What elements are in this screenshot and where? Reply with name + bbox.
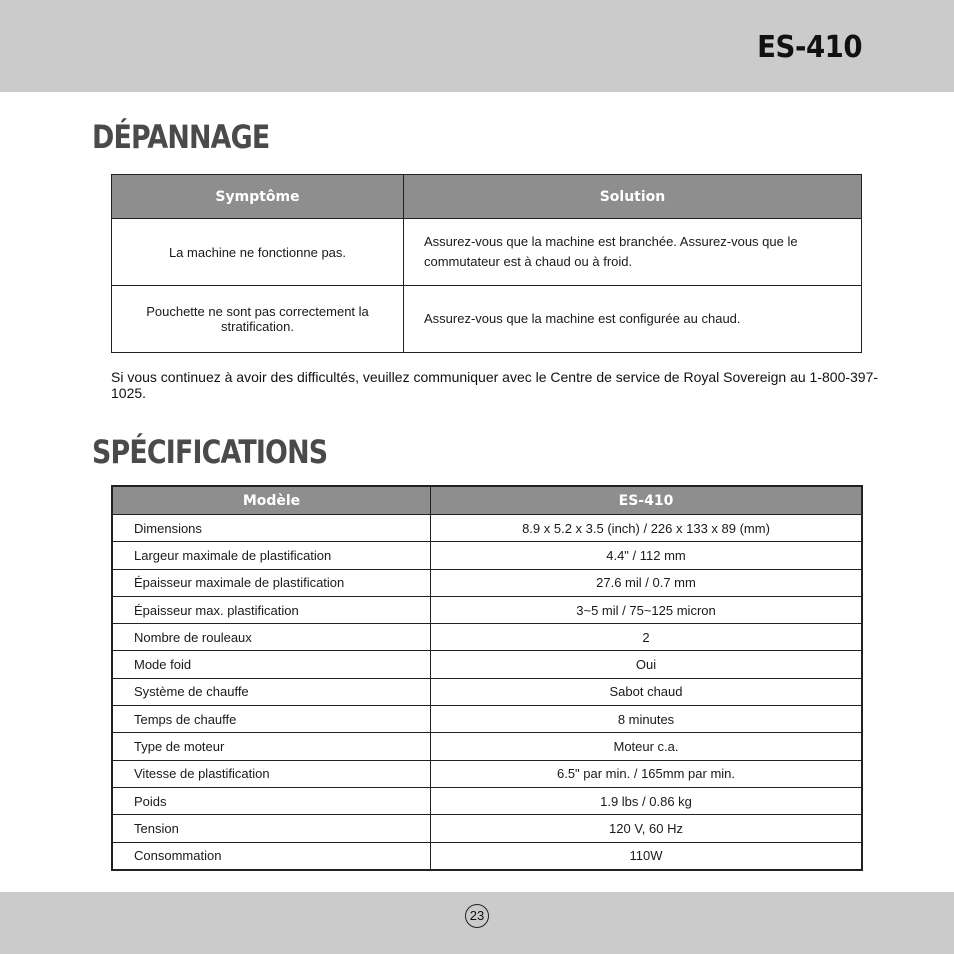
contact-note: Si vous continuez à avoir des difficultés, veuillez communiquer avec le Centre de service de Royal Sovereign au 1-800-397-1025. [111, 369, 879, 401]
spec-label: Nombre de rouleaux [112, 624, 431, 651]
spec-value: 2 [431, 624, 863, 651]
spec-value: 8 minutes [431, 706, 863, 733]
table-row [112, 569, 862, 596]
column-header-symptom: Symptôme [112, 175, 404, 219]
spec-value: 8.9 x 5.2 x 3.5 (inch) / 226 x 133 x 89 (mm) [431, 515, 863, 542]
table-row [112, 760, 862, 787]
spec-value: 4.4" / 112 mm [431, 542, 863, 569]
spec-label: Largeur maximale de plastification [112, 542, 431, 569]
spec-label: Poids [112, 787, 431, 814]
model-title: ES-410 [756, 30, 862, 65]
table-row [112, 515, 862, 542]
spec-label: Mode foid [112, 651, 431, 678]
table-row [112, 542, 862, 569]
table-row [112, 706, 862, 733]
troubleshooting-title: DÉPANNAGE [92, 118, 270, 156]
column-header-solution: Solution [404, 175, 862, 219]
spec-value: 120 V, 60 Hz [431, 815, 863, 842]
spec-label: Épaisseur maximale de plastification [112, 569, 431, 596]
table-row [112, 624, 862, 651]
spec-value: 110W [431, 842, 863, 870]
page-number: 23 [465, 904, 489, 928]
spec-value: 27.6 mil / 0.7 mm [431, 569, 863, 596]
table-row [112, 815, 862, 842]
spec-label: Système de chauffe [112, 678, 431, 705]
table-row [112, 219, 862, 286]
solution-cell: Assurez-vous que la machine est branchée. Assurez-vous que le commutateur est à chaud ou à froid. [404, 219, 862, 286]
spec-label: Vitesse de plastification [112, 760, 431, 787]
spec-label: Dimensions [112, 515, 431, 542]
spec-value: Oui [431, 651, 863, 678]
spec-value: Moteur c.a. [431, 733, 863, 760]
column-header-model: Modèle [112, 486, 431, 515]
spec-label: Tension [112, 815, 431, 842]
spec-label: Type de moteur [112, 733, 431, 760]
table-header-row [112, 175, 862, 219]
symptom-cell: Pouchette ne sont pas correctement la stratification. [112, 286, 404, 353]
specifications-title: SPÉCIFICATIONS [92, 433, 328, 471]
spec-label: Épaisseur max. plastification [112, 596, 431, 623]
table-row [112, 651, 862, 678]
table-row [112, 733, 862, 760]
table-row [112, 787, 862, 814]
symptom-cell: La machine ne fonctionne pas. [112, 219, 404, 286]
spec-label: Consommation [112, 842, 431, 870]
solution-cell: Assurez-vous que la machine est configurée au chaud. [404, 286, 862, 353]
spec-label: Temps de chauffe [112, 706, 431, 733]
table-row [112, 286, 862, 353]
troubleshooting-table [111, 174, 862, 353]
specifications-table [111, 485, 863, 871]
table-row [112, 596, 862, 623]
column-header-model-value: ES-410 [431, 486, 863, 515]
spec-value: 3~5 mil / 75~125 micron [431, 596, 863, 623]
table-row [112, 678, 862, 705]
table-header-row [112, 486, 862, 515]
spec-value: Sabot chaud [431, 678, 863, 705]
table-row [112, 842, 862, 870]
spec-value: 6.5" par min. / 165mm par min. [431, 760, 863, 787]
spec-value: 1.9 lbs / 0.86 kg [431, 787, 863, 814]
